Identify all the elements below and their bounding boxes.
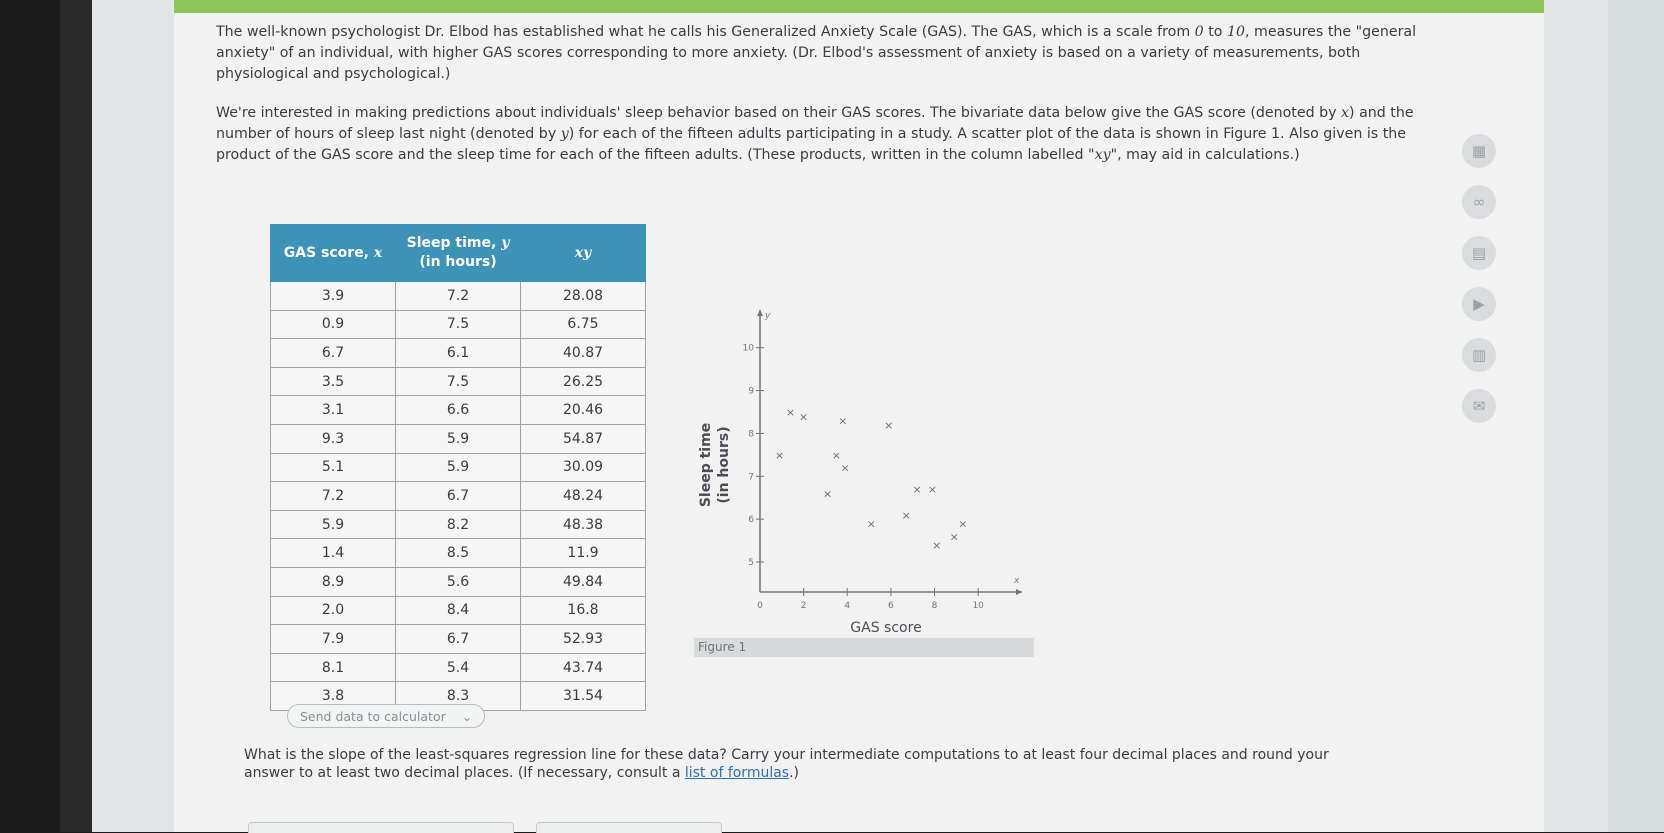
cell-sleep-time: 6.7 bbox=[396, 482, 521, 511]
y-axis-arrow bbox=[757, 310, 763, 316]
intro-text: ", may aid in calculations.) bbox=[1110, 147, 1300, 163]
cell-gas-score: 1.4 bbox=[271, 539, 396, 568]
cell-sleep-time: 7.5 bbox=[396, 367, 521, 396]
x-axis-label: GAS score bbox=[850, 620, 922, 636]
cell-sleep-time: 5.9 bbox=[396, 453, 521, 482]
data-point: × bbox=[838, 414, 848, 428]
video-icon[interactable]: ▶ bbox=[1462, 287, 1496, 321]
cell-xy: 16.8 bbox=[521, 596, 646, 625]
table-row bbox=[271, 567, 646, 596]
intro-text: ) for each of the fifteen adults participating in a study. A scatter plot of the data is shown in Figure 1. Also given is the product of the GAS score and the sleep time for each of the fifteen adults. (These products, written in the column labelled " bbox=[216, 126, 1406, 163]
data-point: × bbox=[932, 538, 942, 552]
header-sleep-time: Sleep time, y (in hours) bbox=[396, 225, 521, 282]
header-xy: xy bbox=[521, 225, 646, 282]
intro-text: The well-known psychologist Dr. Elbod has established what he calls his Generalized Anxiety Scale (GAS). The GAS, which is a scale from bbox=[216, 24, 1195, 40]
data-table-icon[interactable]: ▥ bbox=[1462, 338, 1496, 372]
x-axis-arrow bbox=[1016, 589, 1022, 595]
scale-max: 10 bbox=[1226, 24, 1246, 40]
intro-paragraph-2 bbox=[216, 103, 1446, 166]
y-axis-label: Sleep time bbox=[698, 422, 714, 508]
table-row bbox=[271, 396, 646, 425]
cell-sleep-time: 8.4 bbox=[396, 596, 521, 625]
cell-gas-score: 3.5 bbox=[271, 367, 396, 396]
table-row bbox=[271, 339, 646, 368]
table-row bbox=[271, 310, 646, 339]
calculator-icon[interactable]: ▦ bbox=[1462, 134, 1496, 168]
cell-sleep-time: 5.4 bbox=[396, 653, 521, 682]
table-row bbox=[271, 539, 646, 568]
cell-xy: 28.08 bbox=[521, 282, 646, 311]
cell-xy: 48.38 bbox=[521, 510, 646, 539]
cell-sleep-time: 6.6 bbox=[396, 396, 521, 425]
data-point: × bbox=[927, 483, 937, 497]
answer-tab-2[interactable] bbox=[536, 822, 722, 833]
table-row bbox=[271, 510, 646, 539]
cell-xy: 11.9 bbox=[521, 539, 646, 568]
intro-text: We're interested in making predictions about individuals' sleep behavior based on their GAS scores. The bivariate data below give the GAS score (denoted by bbox=[216, 105, 1342, 121]
var-x: x bbox=[1341, 105, 1350, 121]
cell-xy: 54.87 bbox=[521, 424, 646, 453]
cell-xy: 20.46 bbox=[521, 396, 646, 425]
cell-xy: 43.74 bbox=[521, 653, 646, 682]
cell-gas-score: 5.1 bbox=[271, 453, 396, 482]
question-text: What is the slope of the least-squares regression line for these data? Carry your intermediate computations to at least four decimal places and round your answer to at least two decimal places. (If necessary, consult a list of formulas.) bbox=[244, 747, 1329, 781]
y-tick-label: 6 bbox=[748, 515, 754, 526]
scale-min: 0 bbox=[1194, 24, 1204, 40]
y-tick-label: 9 bbox=[748, 386, 754, 397]
var-y: y bbox=[560, 126, 569, 142]
x-tick-label: 8 bbox=[931, 601, 938, 611]
mail-icon[interactable]: ✉ bbox=[1462, 389, 1496, 423]
x-tick-label: 6 bbox=[888, 601, 894, 611]
data-point: × bbox=[912, 483, 922, 497]
x-tick-label: 10 bbox=[972, 601, 984, 611]
y-axis-var: y bbox=[765, 311, 771, 321]
y-tick-label: 10 bbox=[742, 343, 754, 354]
y-tick-label: 7 bbox=[748, 472, 754, 483]
intro-text: ) and the number of hours of sleep last night (denoted by bbox=[216, 105, 1414, 142]
cell-gas-score: 9.3 bbox=[271, 424, 396, 453]
cell-xy: 31.54 bbox=[521, 682, 646, 711]
data-table bbox=[270, 224, 646, 711]
data-point: × bbox=[823, 487, 833, 501]
cell-sleep-time: 5.6 bbox=[396, 567, 521, 596]
cell-xy: 30.09 bbox=[521, 453, 646, 482]
data-point: × bbox=[785, 406, 796, 419]
cell-gas-score: 8.9 bbox=[271, 567, 396, 596]
intro-text: to bbox=[1203, 24, 1227, 40]
data-point: × bbox=[866, 517, 876, 531]
cell-gas-score: 3.8 bbox=[271, 682, 396, 711]
cell-sleep-time: 7.5 bbox=[396, 310, 521, 339]
infinity-icon[interactable]: ∞ bbox=[1462, 185, 1496, 219]
cell-sleep-time: 5.9 bbox=[396, 424, 521, 453]
cell-gas-score: 0.9 bbox=[271, 310, 396, 339]
cell-gas-score: 5.9 bbox=[271, 510, 396, 539]
send-data-to-calculator-button[interactable] bbox=[287, 704, 485, 728]
data-point: × bbox=[831, 448, 841, 462]
intro-paragraph-1 bbox=[216, 22, 1446, 85]
table-header-row bbox=[271, 225, 646, 282]
cell-gas-score: 3.1 bbox=[271, 396, 396, 425]
cell-gas-score: 7.2 bbox=[271, 482, 396, 511]
answer-tab-1[interactable] bbox=[248, 822, 514, 833]
data-point: × bbox=[799, 410, 809, 424]
x-tick-label: 4 bbox=[844, 601, 851, 611]
table-row bbox=[271, 482, 646, 511]
cell-sleep-time: 7.2 bbox=[396, 282, 521, 311]
cell-sleep-time: 8.3 bbox=[396, 682, 521, 711]
cell-xy: 49.84 bbox=[521, 567, 646, 596]
scatter-plot bbox=[690, 300, 1040, 640]
notes-icon[interactable]: ▤ bbox=[1462, 236, 1496, 270]
plot-points bbox=[775, 406, 967, 552]
intro-text: , measures the "general anxiety" of an individual, with higher GAS scores corresponding to more anxiety. (Dr. Elbod's assessment of anxiety is based on a variety of measurements, both physiological and psychological.) bbox=[216, 24, 1417, 82]
cell-gas-score: 3.9 bbox=[271, 282, 396, 311]
cell-sleep-time: 8.2 bbox=[396, 510, 521, 539]
plot-axes bbox=[743, 310, 1022, 611]
data-point: × bbox=[958, 517, 968, 531]
cell-xy: 40.87 bbox=[521, 339, 646, 368]
x-axis-var: x bbox=[1014, 576, 1020, 586]
table-row bbox=[271, 282, 646, 311]
send-button-label: Send data to calculator bbox=[300, 709, 446, 724]
data-point: × bbox=[840, 461, 850, 475]
cell-xy: 52.93 bbox=[521, 625, 646, 654]
table-row bbox=[271, 653, 646, 682]
cell-xy: 6.75 bbox=[521, 310, 646, 339]
table-row bbox=[271, 453, 646, 482]
x-tick-label: 0 bbox=[757, 601, 763, 611]
cell-sleep-time: 8.5 bbox=[396, 539, 521, 568]
cell-gas-score: 6.7 bbox=[271, 339, 396, 368]
data-point: × bbox=[775, 448, 785, 462]
list-of-formulas-link[interactable]: list of formulas bbox=[684, 765, 790, 781]
var-xy: xy bbox=[1094, 147, 1111, 163]
data-point: × bbox=[949, 530, 959, 544]
figure-label: Figure 1 bbox=[694, 638, 1034, 657]
top-accent-bar bbox=[174, 0, 1544, 13]
cell-xy: 48.24 bbox=[521, 482, 646, 511]
table-row bbox=[271, 424, 646, 453]
data-point: × bbox=[884, 418, 894, 432]
cell-sleep-time: 6.7 bbox=[396, 625, 521, 654]
data-point: × bbox=[901, 508, 911, 522]
x-tick-label: 2 bbox=[800, 601, 807, 611]
table-row bbox=[271, 367, 646, 396]
header-gas-score: GAS score, x bbox=[271, 225, 396, 282]
cell-xy: 26.25 bbox=[521, 367, 646, 396]
cell-gas-score: 7.9 bbox=[271, 625, 396, 654]
y-tick-label: 5 bbox=[748, 558, 754, 568]
cell-sleep-time: 6.1 bbox=[396, 339, 521, 368]
table-row bbox=[271, 596, 646, 625]
table-row bbox=[271, 625, 646, 654]
y-axis-label-units: (in hours) bbox=[716, 426, 732, 504]
chevron-down-icon: ⌄ bbox=[461, 710, 472, 724]
cell-gas-score: 8.1 bbox=[271, 653, 396, 682]
right-scroll-area bbox=[1608, 0, 1664, 832]
y-tick-label: 8 bbox=[748, 429, 754, 440]
cell-gas-score: 2.0 bbox=[271, 596, 396, 625]
